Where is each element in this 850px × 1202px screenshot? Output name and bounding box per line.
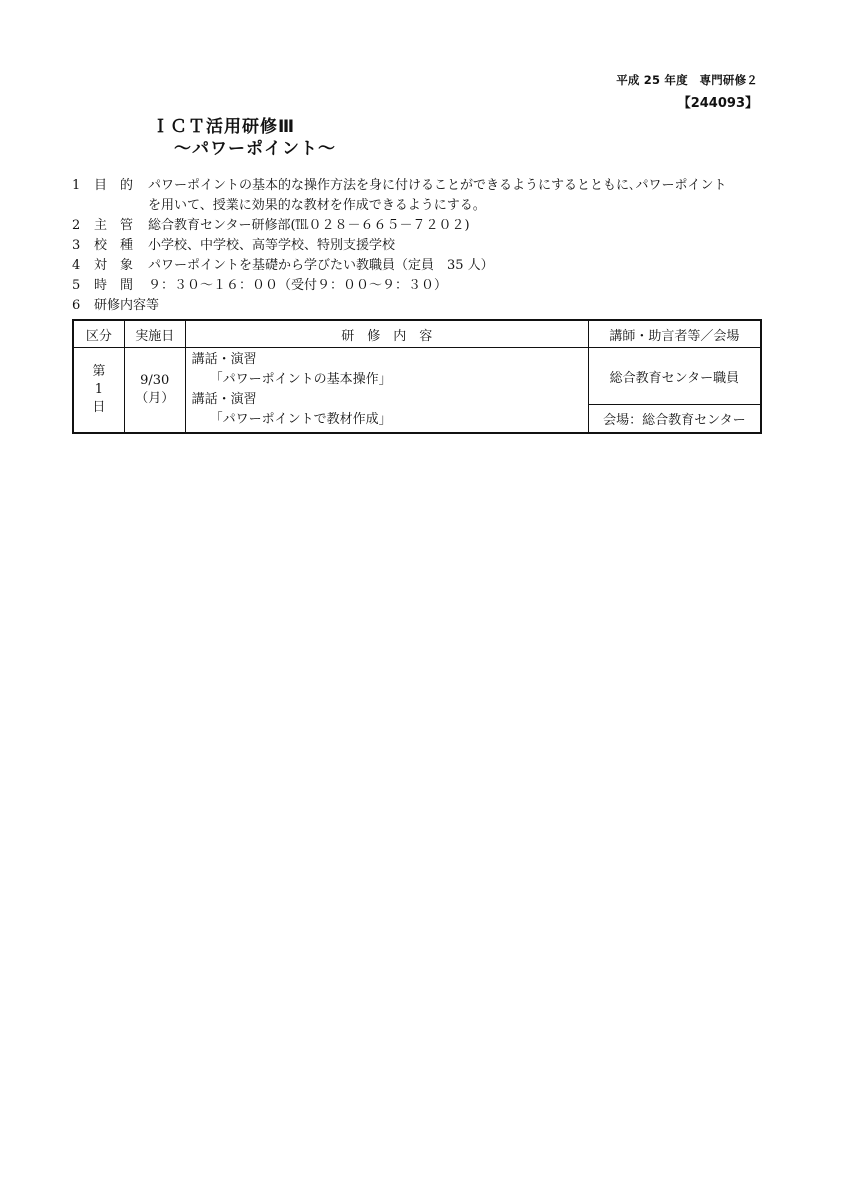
- venue-cell: 会場：総合教育センター: [588, 405, 761, 434]
- item-label: 目 的: [94, 178, 134, 193]
- header-division: 区分: [73, 320, 124, 348]
- item-school-type: [72, 236, 772, 256]
- item-time: [72, 276, 772, 296]
- item-organizer: [72, 216, 772, 236]
- division-text: 第: [92, 364, 106, 379]
- item-number: 6: [72, 298, 81, 313]
- course-title: ＩＣＴ活用研修Ⅲ: [152, 117, 296, 137]
- fiscal-year-line: 平成 25 年度 専門研修２: [616, 73, 758, 87]
- item-text: 小学校、中学校、高等学校、特別支援学校: [148, 238, 396, 253]
- item-training-content: [72, 296, 772, 316]
- lecturer-cell: 総合教育センター職員: [588, 348, 761, 405]
- division-cell: [73, 348, 124, 434]
- item-number: 3: [72, 238, 81, 253]
- header-date: 実施日: [124, 320, 185, 348]
- table-header-row: [73, 320, 761, 348]
- content-cell: [185, 348, 588, 434]
- item-number: 5: [72, 278, 81, 293]
- division-text: 日: [92, 400, 106, 415]
- header-content: 研 修 内 容: [185, 320, 588, 348]
- date-text: 9/30: [140, 373, 170, 388]
- item-text: ９：３０～１６：００（受付９：００～９：３０）: [148, 278, 448, 293]
- division-text: 1: [94, 382, 104, 397]
- course-code: 【244093】: [677, 96, 758, 111]
- item-label: 校 種: [94, 238, 134, 253]
- table-row: [73, 348, 761, 405]
- item-label: 対 象: [94, 258, 134, 273]
- item-purpose: [72, 176, 772, 196]
- item-text: 総合教育センター研修部(℡０２８－６６５－７２０２): [148, 218, 470, 233]
- session-type: 講話・演習: [191, 352, 257, 367]
- session-title: 「パワーポイントで教材作成」: [209, 412, 392, 427]
- course-info-list: [72, 176, 772, 316]
- item-text: パワーポイントを基礎から学びたい教職員（定員 35 人）: [148, 258, 494, 273]
- item-number: 1: [72, 178, 81, 193]
- date-cell: [124, 348, 185, 434]
- course-subtitle: ～パワーポイント～: [174, 139, 336, 159]
- item-label: 主 管: [94, 218, 134, 233]
- item-text: パワーポイントの基本的な操作方法を身に付けることができるようにするとともに､パワーポイント: [148, 178, 727, 193]
- item-number: 4: [72, 258, 81, 273]
- session-type: 講話・演習: [191, 392, 257, 407]
- session-title: 「パワーポイントの基本操作」: [209, 372, 392, 387]
- schedule-table: [72, 319, 762, 434]
- item-text-continued: を用いて、授業に効果的な教材を作成できるようにする。: [148, 198, 486, 213]
- header-lecturer: 講師・助言者等／会場: [588, 320, 761, 348]
- weekday-text: （月）: [135, 391, 175, 406]
- item-label: 研修内容等: [94, 298, 160, 313]
- item-number: 2: [72, 218, 81, 233]
- item-target: [72, 256, 772, 276]
- item-label: 時 間: [94, 278, 134, 293]
